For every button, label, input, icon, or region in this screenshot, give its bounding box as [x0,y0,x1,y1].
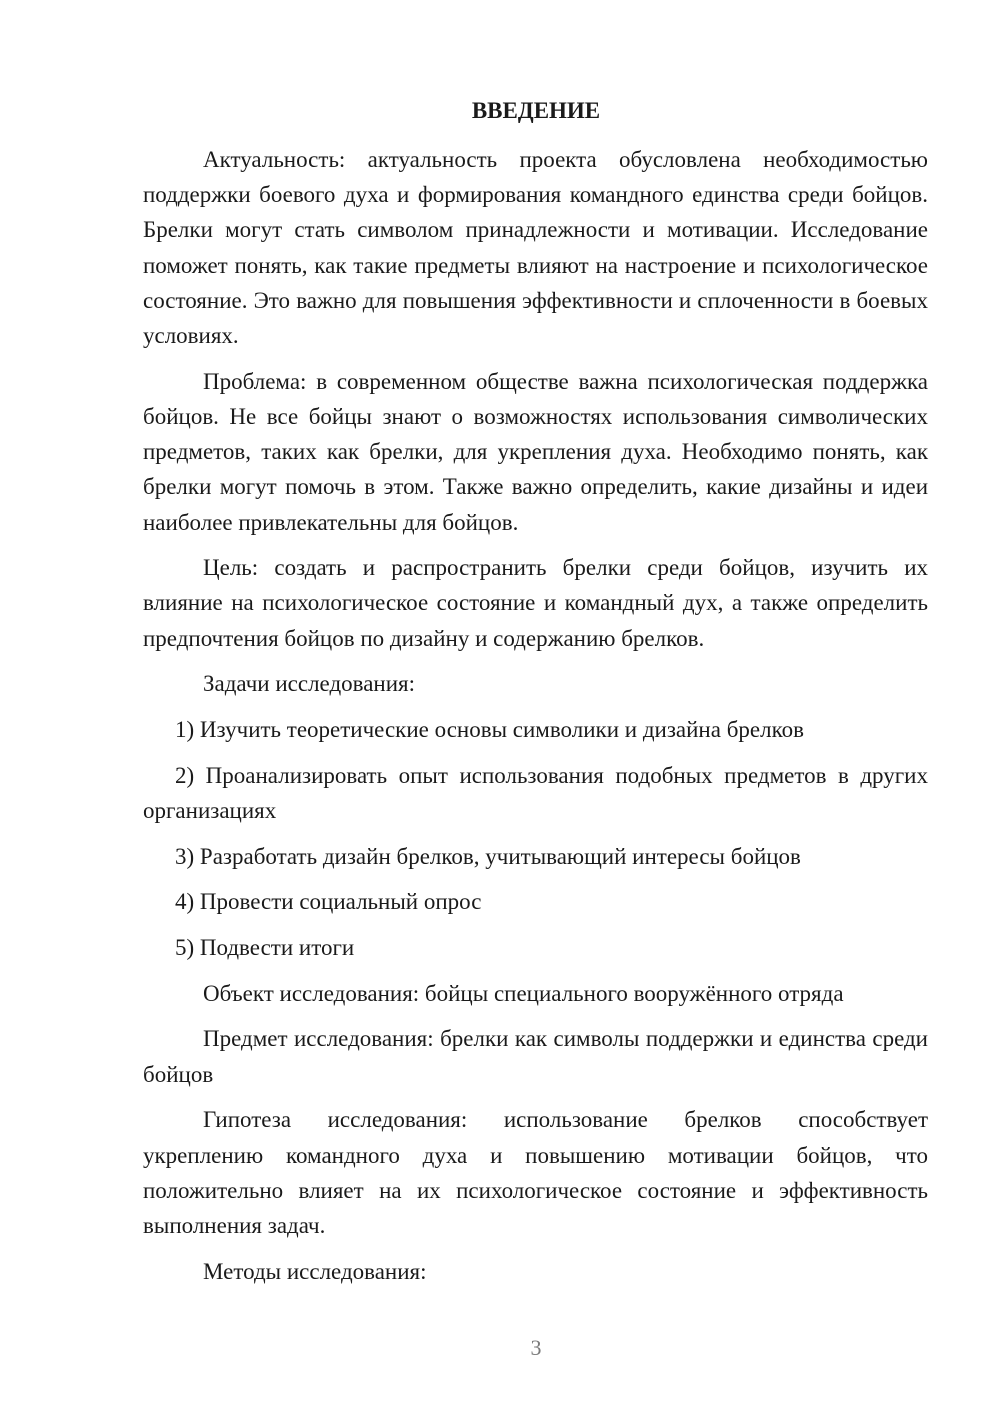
page-number: 3 [530,1335,542,1360]
paragraph-problem: Проблема: в современном обществе важна психологическая поддержка бойцов. Не все бойцы знают о возможностях использования символических предметов, таких как брелки, для укрепления духа. Необходимо понять, как брелки могут помочь в этом. Также важно определить, какие дизайны и идеи наиболее привлекательны для бойцов. [143,368,928,535]
paragraph-goal: Цель: создать и распространить брелки среди бойцов, изучить их влияние на психологическое состояние и командный дух, а также определить предпочтения бойцов по дизайну и содержанию брелков. [143,555,928,651]
paragraph-tasks-heading: Задачи исследования: [203,671,416,697]
task-item: 3) Разработать дизайн брелков, учитывающий интересы бойцов [175,843,801,869]
paragraph-object: Объект исследования: бойцы специального вооружённого отряда [203,980,844,1006]
task-item: 4) Провести социальный опрос [175,889,482,915]
paragraph-hypothesis: Гипотеза исследования: использование брелков способствует укреплению командного духа и повышению мотивации бойцов, что положительно влияет на их психологическое состояние и эффективность выполнения задач. [143,1107,928,1238]
document-body [143,142,928,1299]
paragraph-relevance: Актуальность: актуальность проекта обусловлена необходимостью поддержки боевого духа и формирования командного единства среди бойцов. Брелки могут стать символом принадлежности и мотивации. Исследование поможет понять, как такие предметы влияют на настроение и психологическое состояние. Это важно для повышения эффективности и сплоченности в боевых условиях. [143,147,928,349]
task-item: 5) Подвести итоги [175,935,355,961]
paragraph-methods-heading: Методы исследования: [203,1258,427,1284]
task-item: 2) Проанализировать опыт использования подобных предметов в других организациях [143,762,928,823]
page-title: ВВЕДЕНИЕ [471,98,601,123]
paragraph-subject: Предмет исследования: брелки как символы поддержки и единства среди бойцов [143,1026,928,1087]
task-item: 1) Изучить теоретические основы символики и дизайна брелков [175,717,804,743]
